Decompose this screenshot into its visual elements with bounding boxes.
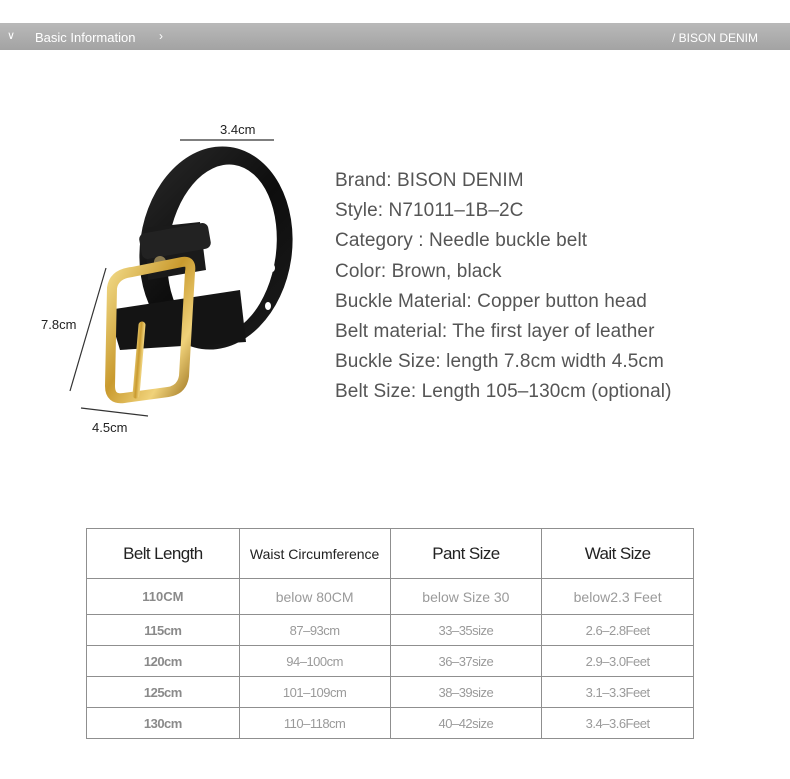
table-cell: below2.3 Feet <box>542 579 694 615</box>
spec-list <box>335 168 672 410</box>
belt-product-image <box>40 110 300 440</box>
width-dimension-label: 3.4cm <box>220 122 256 137</box>
chevron-right-icon: › <box>159 29 163 43</box>
table-cell: 2.6–2.8Feet <box>542 615 694 646</box>
table-cell: 115cm <box>87 615 240 646</box>
table-cell: 36–37size <box>390 646 542 677</box>
table-cell: 3.4–3.6Feet <box>542 708 694 739</box>
spec-style: Style: N71011–1B–2C <box>335 200 524 222</box>
table-row <box>87 677 694 708</box>
col-header-pant-size: Pant Size <box>390 529 542 579</box>
table-row <box>87 646 694 677</box>
table-cell: 110–118cm <box>239 708 390 739</box>
spec-buckle-size: Buckle Size: length 7.8cm width 4.5cm <box>335 351 664 373</box>
table-cell: 94–100cm <box>239 646 390 677</box>
spec-category: Category : Needle buckle belt <box>335 230 588 252</box>
table-cell: below Size 30 <box>390 579 542 615</box>
table-cell: 38–39size <box>390 677 542 708</box>
table-header-row <box>87 529 694 579</box>
spec-color: Color: Brown, black <box>335 260 502 282</box>
table-cell: 40–42size <box>390 708 542 739</box>
col-header-waist-circumference: Waist Circumference <box>239 529 390 579</box>
table-cell: 130cm <box>87 708 240 739</box>
spec-brand: Brand: BISON DENIM <box>335 170 524 191</box>
spec-belt-material: Belt material: The first layer of leather <box>335 320 655 342</box>
table-cell: 125cm <box>87 677 240 708</box>
size-chart-table <box>86 528 694 739</box>
chevron-down-icon[interactable]: ∨ <box>7 30 16 42</box>
brand-label: / BISON DENIM <box>671 31 758 45</box>
table-cell: 110CM <box>87 579 240 615</box>
section-title: Basic Information <box>35 30 136 45</box>
belt-illustration <box>40 110 300 440</box>
table-cell: 101–109cm <box>239 677 390 708</box>
table-cell: 120cm <box>87 646 240 677</box>
table-row <box>87 579 694 615</box>
table-cell: 87–93cm <box>239 615 390 646</box>
table-row <box>87 615 694 646</box>
table-cell: 3.1–3.3Feet <box>542 677 694 708</box>
height-dimension-label: 7.8cm <box>41 317 77 332</box>
table-cell: 2.9–3.0Feet <box>542 646 694 677</box>
table-cell: below 80CM <box>239 579 390 615</box>
buckle-width-dimension-label: 4.5cm <box>92 420 128 435</box>
col-header-belt-length: Belt Length <box>87 529 240 579</box>
spec-buckle-material: Buckle Material: Copper button head <box>335 290 647 312</box>
spec-belt-size: Belt Size: Length 105–130cm (optional) <box>335 381 672 403</box>
table-row <box>87 708 694 739</box>
table-cell: 33–35size <box>390 615 542 646</box>
col-header-wait-size: Wait Size <box>542 529 694 579</box>
section-header-bar[interactable] <box>0 23 790 50</box>
